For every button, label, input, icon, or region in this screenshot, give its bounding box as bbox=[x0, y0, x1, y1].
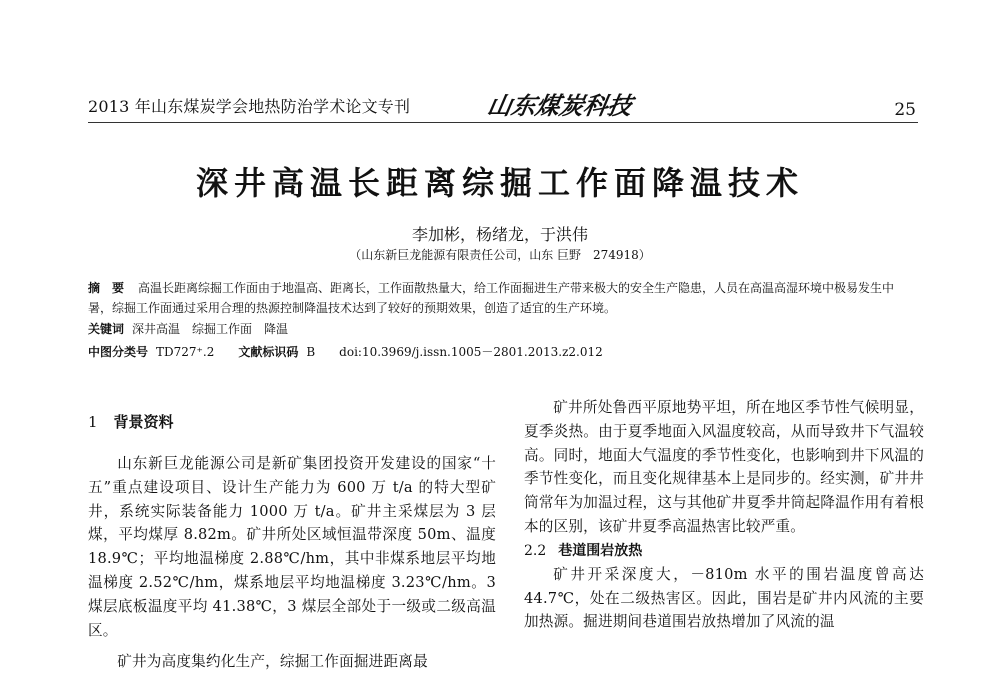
subsection-heading bbox=[524, 539, 924, 563]
keywords-text: 深井高温 综掘工作面 降温 bbox=[132, 322, 289, 336]
affiliation: （山东新巨龙能源有限责任公司，山东 巨野 274918） bbox=[349, 248, 651, 262]
section-number: 1 bbox=[88, 413, 98, 431]
authors: 李加彬，杨绪龙，于洪伟 bbox=[411, 225, 588, 244]
running-header bbox=[88, 78, 918, 123]
left-column bbox=[88, 405, 496, 674]
doc-code-value: B bbox=[306, 345, 316, 359]
journal-title: 2013 年山东煤炭学会地热防治学术论文专刊 bbox=[88, 97, 411, 116]
keywords bbox=[88, 320, 288, 337]
doc-code-label: 文献标识码 bbox=[238, 345, 299, 359]
section-heading bbox=[88, 411, 496, 432]
keywords-label: 关键词 bbox=[88, 322, 125, 336]
classification-line bbox=[88, 343, 603, 360]
abstract-label: 摘 要 bbox=[88, 281, 125, 295]
doi: doi:10.3969/j.issn.1005－2801.2013.z2.012 bbox=[339, 345, 603, 359]
abstract-text: 高温长距离综掘工作面由于地温高、距离长，工作面散热量大，给工作面掘进生产带来极大的安全生产隐患，人员在高温高湿环境中极易发生中暑，综掘工作面通过采用合理的热源控制降温技术达到了较好的预期效果，创造了适宜的生产环境。 bbox=[88, 281, 895, 315]
clc-label: 中图分类号 bbox=[88, 345, 149, 359]
clc-value: TD727⁺.2 bbox=[156, 345, 215, 359]
body-paragraph: 矿井所处鲁西平原地势平坦，所在地区季节性气候明显，夏季炎热。由于夏季地面入风温度较高，从而导致井下气温较高。同时，地面大气温度的季节性变化，也影响到井下风温的季节性变化，而且变化规律基本上是同步的。经实测，矿井井筒常年为加温过程，这与其他矿井夏季井筒起降温作用有着根本的区别，该矿井夏季高温热害比较严重。 bbox=[524, 399, 924, 535]
abstract bbox=[88, 278, 918, 318]
subsection-number: 2.2 bbox=[524, 542, 547, 559]
paper-title: 深井高温长距离综掘工作面降温技术 bbox=[195, 164, 804, 202]
body-paragraph: 矿井为高度集约化生产，综掘工作面掘进距离最 bbox=[117, 653, 428, 671]
body-paragraph: 山东新巨龙能源公司是新矿集团投资开发建设的国家“十五”重点建设项目、设计生产能力为 600 万 t/a 的特大型矿井，系统实际装备能力 1000 万 t/a。矿井主采煤层为 3 层煤，平均煤厚 8.82m。矿井所处区域恒温带深度 50m、温度 18.9℃；平均地温梯度 2.88℃/hm，其中非煤系地层平均地温梯度 2.52℃/hm，煤系地层平均地温梯度 3.23℃/hm。3 煤层底板温度平均 41.38℃，3 煤层全部处于一级或二级高温区。 bbox=[88, 455, 496, 639]
body-paragraph: 矿井开采深度大，－810m 水平的围岩温度曾高达 44.7℃，处在二级热害区。因此，围岩是矿井内风流的主要加热源。掘进期间巷道围岩放热增加了风流的温 bbox=[524, 565, 924, 631]
page-number: 25 bbox=[894, 100, 916, 120]
right-column bbox=[524, 396, 924, 634]
subsection-title: 巷道围岩放热 bbox=[558, 542, 643, 559]
section-title: 背景资料 bbox=[113, 413, 174, 431]
journal-logo: 山东煤炭科技 bbox=[485, 91, 635, 120]
